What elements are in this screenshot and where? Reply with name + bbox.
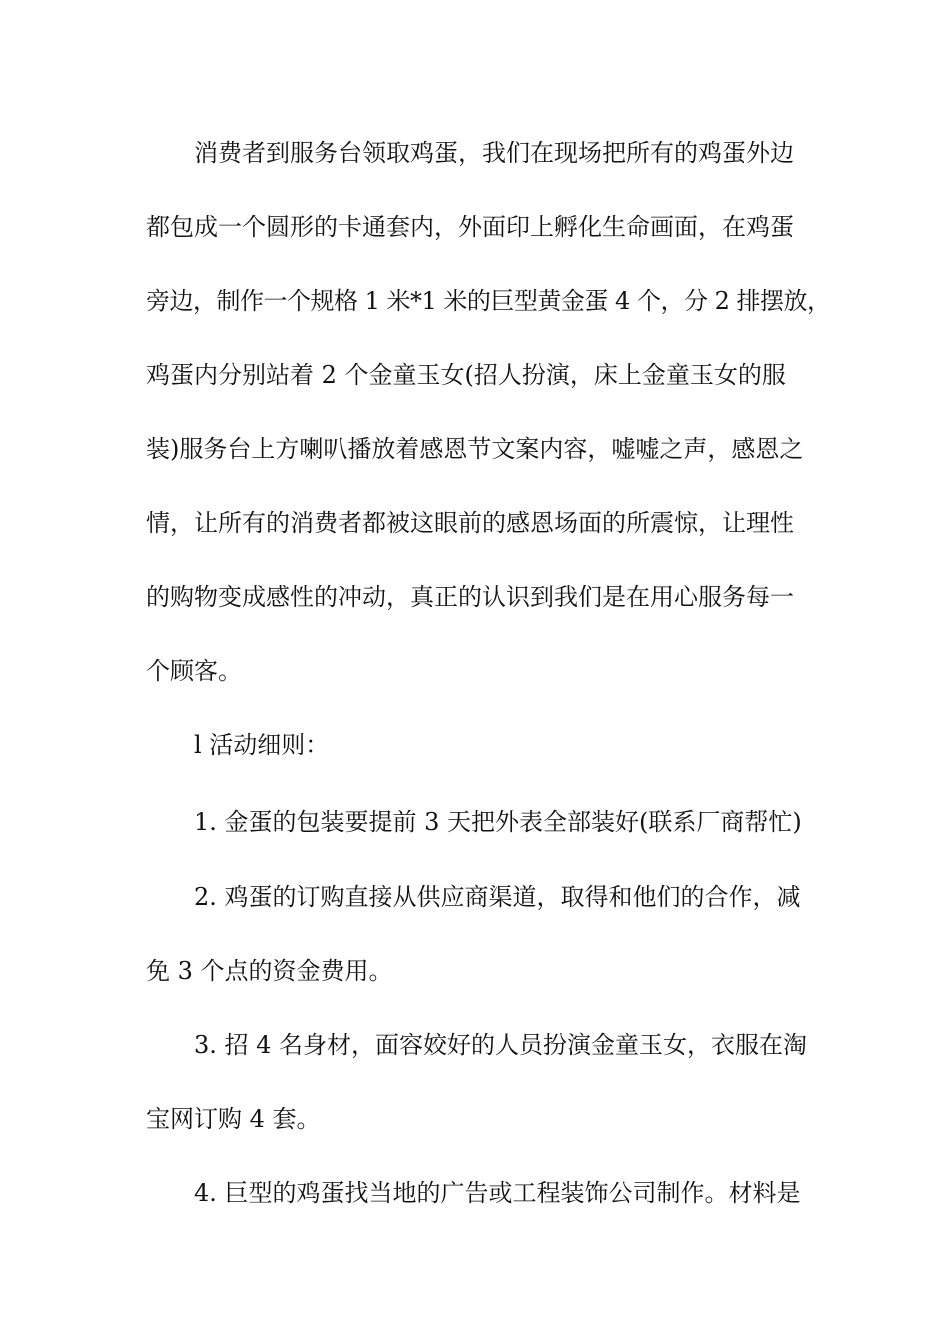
paragraph-line: 个顾客。	[146, 657, 242, 685]
list-item: 3. 招 4 名身材，面容姣好的人员扮演金童玉女，衣服在淘	[194, 1031, 808, 1059]
list-item: 2. 鸡蛋的订购直接从供应商渠道，取得和他们的合作，减	[194, 883, 801, 911]
paragraph-line: 消费者到服务台领取鸡蛋，我们在现场把所有的鸡蛋外边	[194, 139, 794, 167]
paragraph-line: 旁边，制作一个规格 1 米*1 米的巨型黄金蛋 4 个，分 2 排摆放，	[146, 287, 831, 315]
paragraph-line: 鸡蛋内分别站着 2 个金童玉女(招人扮演，床上金童玉女的服	[146, 361, 786, 389]
list-item-continuation: 宝网订购 4 套。	[146, 1105, 321, 1133]
paragraph-line: 情，让所有的消费者都被这眼前的感恩场面的所震惊，让理性	[146, 509, 794, 537]
section-heading: l 活动细则：	[194, 731, 330, 759]
paragraph-line: 的购物变成感性的冲动，真正的认识到我们是在用心服务每一	[146, 583, 794, 611]
paragraph-line: 装)服务台上方喇叭播放着感恩节文案内容，嘘嘘之声，感恩之	[146, 435, 804, 463]
list-item: 1. 金蛋的包装要提前 3 天把外表全部装好(联系厂商帮忙)	[194, 808, 802, 836]
list-item: 4. 巨型的鸡蛋找当地的广告或工程装饰公司制作。材料是	[194, 1179, 801, 1207]
list-item-continuation: 免 3 个点的资金费用。	[146, 957, 393, 985]
paragraph-line: 都包成一个圆形的卡通套内，外面印上孵化生命画面，在鸡蛋	[146, 213, 794, 241]
